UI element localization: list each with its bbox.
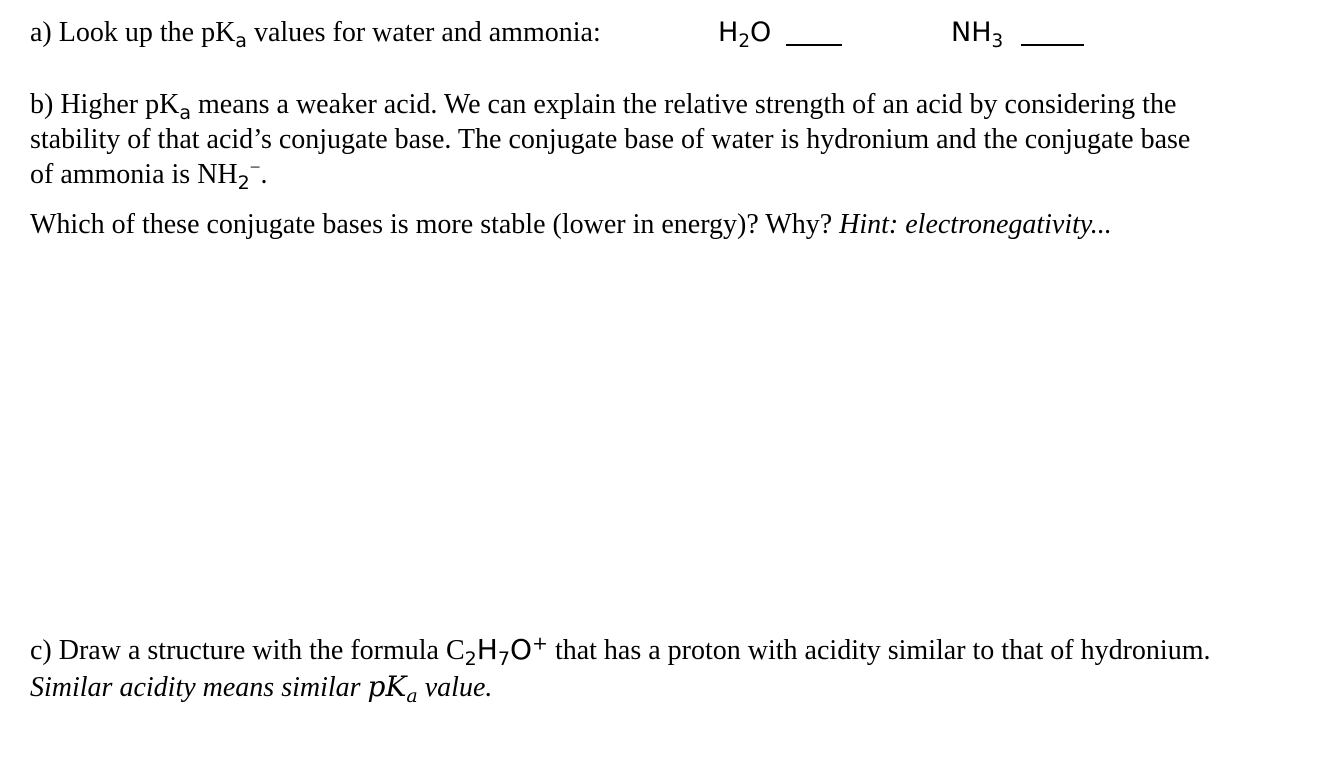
part-c-label: c) (30, 635, 52, 666)
part-b-label: b) (30, 89, 54, 120)
ammonia-answer-blank[interactable] (1021, 44, 1084, 46)
part-a-label: a) (30, 17, 52, 48)
water-formula: $H_2O$ (718, 17, 772, 52)
part-b-answer-space[interactable] (30, 255, 1300, 610)
part-b-question: Which of these conjugate bases is more stable (lower in energy)? Why? Hint: electronegativity... (30, 209, 1112, 240)
part-b-line-3: of ammonia is $NH_2^-$. (30, 157, 268, 195)
part-c-line-1: c) Draw a structure with the formula $C_2H_7O^+$ that has a proton with acidity similar to that of hydronium. (30, 632, 1211, 671)
part-a-question (30, 16, 601, 53)
ammonia-formula: $NH_3$ (951, 17, 1004, 52)
part-b-line-2: stability of that acid’s conjugate base. The conjugate base of water is hydronium and the conjugate base (30, 124, 1191, 155)
part-b-hint: Hint: electronegativity... (839, 209, 1112, 240)
part-b-line-1: b) Higher $pK_a$ means a weaker acid. We can explain the relative strength of an acid by considering the (30, 89, 1177, 125)
part-a-text: Look up the $pK_a$ values for water and ammonia: (58, 17, 601, 53)
water-answer-blank[interactable] (786, 44, 842, 46)
part-c-line-2: Similar acidity means similar $pK_a$ value. (30, 670, 493, 708)
